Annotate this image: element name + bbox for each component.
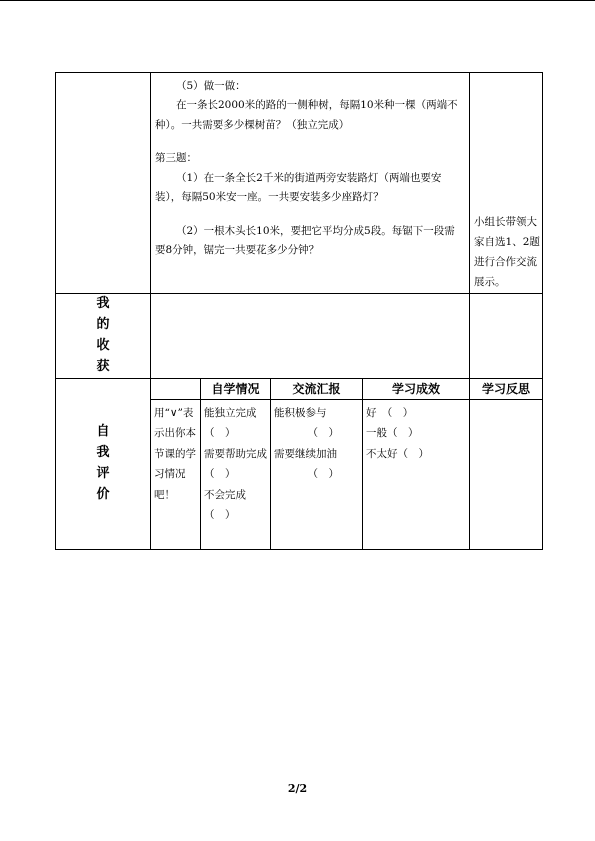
section-three-q2: （2）一根木头长10米，要把它平均分成5段。每锯下一段需要8分钟，锯完一共要花多少分钟？	[155, 224, 455, 256]
blank-header-cell	[151, 378, 201, 399]
report-option-1-mark[interactable]: （ ）	[307, 427, 339, 440]
exercise-content-cell	[151, 73, 470, 294]
section-three-title: 第三题：	[155, 152, 197, 165]
exercise-heading-cell	[56, 73, 151, 294]
gains-content-cell[interactable]	[151, 293, 470, 378]
col-head-self-study: 自学情况	[201, 378, 271, 399]
side-note-text: 小组长带领大家自选1、2题进行合作交流展示。	[474, 216, 540, 288]
self-study-cell[interactable]	[201, 399, 271, 549]
col-head-result: 学习成效	[363, 378, 470, 399]
reflection-cell[interactable]	[470, 399, 543, 549]
header-rule	[0, 0, 595, 1]
instruction-text: 用“∨”表示出你本节课的学习情况吧！	[154, 406, 196, 501]
gains-heading: 我 的 收 获	[56, 293, 151, 378]
do-title: （5）做一做：	[176, 80, 246, 92]
result-option-3[interactable]: 不太好（ ）	[366, 447, 429, 460]
report-option-2: 需要继续加油	[274, 447, 337, 460]
report-option-1: 能积极参与	[274, 406, 327, 419]
self-study-option-2[interactable]: 需要帮助完成（ ）	[204, 447, 267, 481]
side-note-cell	[470, 73, 543, 294]
self-study-option-3: 不会完成	[204, 488, 246, 501]
col-head-report: 交流汇报	[271, 378, 363, 399]
self-study-option-1: 能独立完成	[204, 406, 257, 419]
page-number: 2/2	[287, 782, 308, 795]
lesson-table	[55, 72, 543, 550]
result-cell[interactable]	[363, 399, 470, 549]
self-study-option-1-mark[interactable]: （ ）	[204, 427, 236, 440]
report-cell[interactable]	[271, 399, 363, 549]
report-option-2-mark[interactable]: （ ）	[307, 468, 339, 481]
col-head-reflection: 学习反思	[470, 378, 543, 399]
do-problem: 在一条长2000米的路的一侧种树，每隔10米种一棵（两端不种）。一共需要多少棵树苗？（独立完成）	[155, 99, 458, 131]
result-option-1[interactable]: 好 （ ）	[366, 406, 414, 419]
gains-side-cell	[470, 293, 543, 378]
result-option-2[interactable]: 一般（ ）	[366, 427, 419, 440]
instruction-cell	[151, 399, 201, 549]
gains-row	[56, 293, 543, 378]
section-three-q1: （1）在一条全长2千米的街道两旁安装路灯（两端也要安装），每隔50米安一座。一共要安装多少座路灯？	[155, 171, 442, 204]
self-study-option-3-mark[interactable]: （ ）	[204, 509, 236, 522]
exercise-row	[56, 73, 543, 294]
self-eval-heading: 自 我 评 价	[56, 378, 151, 549]
self-eval-header-row	[56, 378, 543, 399]
